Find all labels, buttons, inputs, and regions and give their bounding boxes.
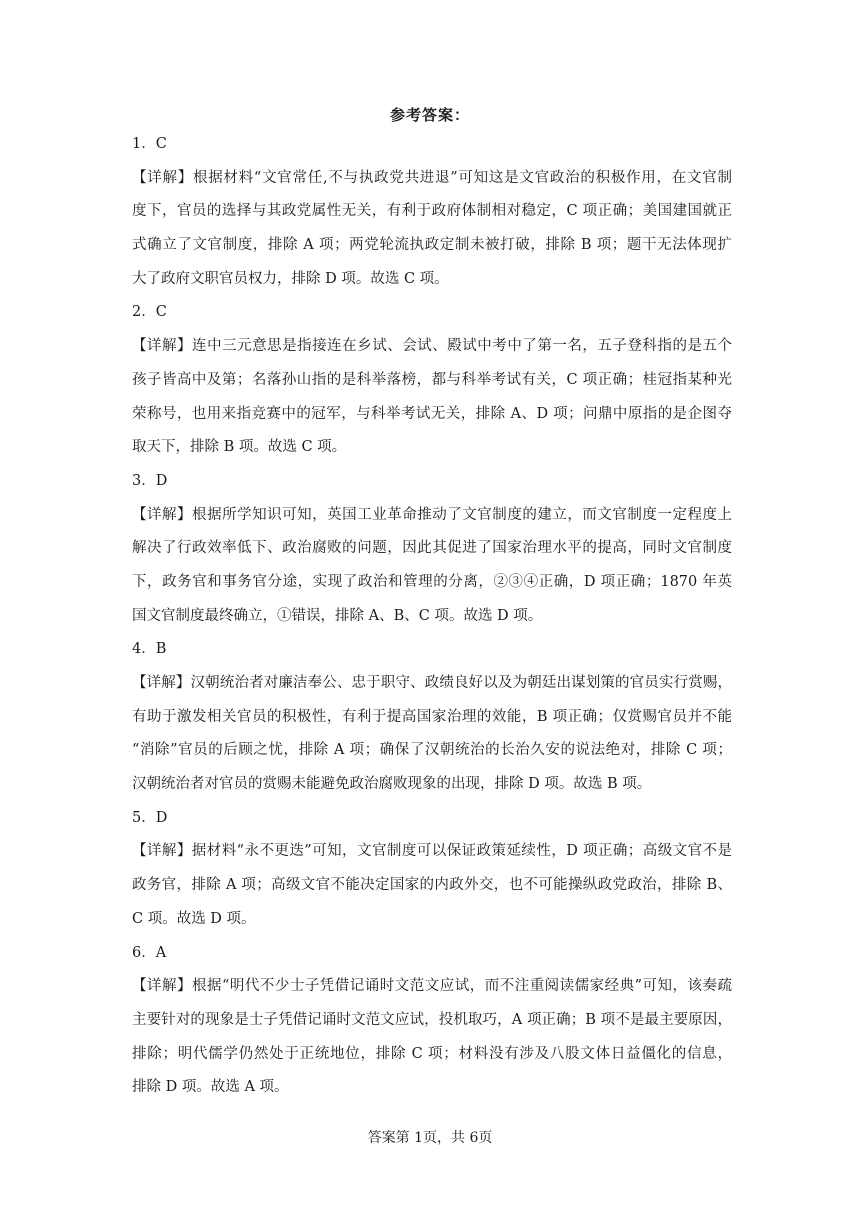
- answer-number: 6．A: [132, 944, 167, 961]
- explanation-line: 式确立了文官制度，排除 A 项；两党轮流执政定制未被打破，排除 B 项；题干无法体现扩: [132, 237, 732, 254]
- answer-number: 4．B: [132, 641, 167, 658]
- explanation-line: 度下，官员的选择与其政党属性无关，有利于政府体制相对稳定，C 项正确；美国建国就正: [132, 203, 732, 220]
- explanation-line: 下，政务官和事务官分途，实现了政治和管理的分离，②③④正确，D 项正确；1870 年英: [132, 573, 732, 590]
- explanation-line: 【详解】根据“明代不少士子凭借记诵时文范文应试，而不注重阅读儒家经典”可知，该奏疏: [132, 978, 732, 995]
- explanation-line: 【详解】汉朝统治者对廉洁奉公、忠于职守、政绩良好以及为朝廷出谋划策的官员实行赏赐，: [132, 675, 732, 691]
- explanation-line: 【详解】连中三元意思是指接连在乡试、会试、殿试中考中了第一名，五子登科指的是五个: [132, 338, 732, 355]
- explanation-line: 大了政府文职官员权力，排除 D 项。故选 C 项。: [132, 270, 449, 287]
- explanation-line: 【详解】据材料“永不更迭”可知，文官制度可以保证政策延续性，D 项正确；高级文官不是: [132, 843, 732, 860]
- explanation-line: 荣称号，也用来指竞赛中的冠军，与科举考试无关，排除 A、D 项；问鼎中原指的是企图夺: [132, 405, 732, 422]
- explanation-line: 孩子皆高中及第；名落孙山指的是科举落榜，都与科举考试有关，C 项正确；桂冠指某种光: [132, 371, 732, 388]
- answer-number: 2．C: [132, 304, 167, 321]
- explanation-line: 【详解】根据所学知识可知，英国工业革命推动了文官制度的建立，而文官制度一定程度上: [132, 506, 732, 523]
- explanation-line: 有助于激发相关官员的积极性，有利于提高国家治理的效能，B 项正确；仅赏赐官员并不能: [132, 708, 732, 725]
- explanation-line: 【详解】根据材料“文官常任,不与执政党共进退”可知这是文官政治的积极作用，在文官制: [132, 169, 732, 186]
- page-footer: 答案第 1页，共 6页: [367, 1130, 493, 1146]
- explanation-line: 国文官制度最终确立，①错误，排除 A、B、C 项。故选 D 项。: [132, 607, 543, 624]
- answer-number: 1．C: [132, 136, 167, 152]
- explanation-line: “消除”官员的后顾之忧，排除 A 项；确保了汉朝统治的长治久安的说法绝对，排除 C 项；: [132, 742, 732, 759]
- explanation-line: 取天下，排除 B 项。故选 C 项。: [132, 439, 347, 456]
- explanation-line: 主要针对的现象是士子凭借记诵时文范文应试，投机取巧，A 项正确；B 项不是最主要原因，: [132, 1011, 732, 1028]
- explanation-line: 解决了行政效率低下、政治腐败的问题，因此其促进了国家治理水平的提高，同时文官制度: [132, 540, 732, 557]
- explanation-line: C 项。故选 D 项。: [132, 910, 256, 927]
- answers-body: [132, 128, 732, 1105]
- answer-number: 3．D: [132, 472, 168, 489]
- explanation-line: 政务官，排除 A 项；高级文官不能决定国家的内政外交，也不可能操纵政党政治，排除 B、: [132, 877, 732, 894]
- answer-number: 5．D: [132, 809, 168, 826]
- explanation-line: 排除 D 项。故选 A 项。: [132, 1079, 289, 1096]
- explanation-line: 汉朝统治者对官员的赏赐未能避免政治腐败现象的出现，排除 D 项。故选 B 项。: [132, 776, 652, 793]
- explanation-line: 排除；明代儒学仍然处于正统地位，排除 C 项；材料没有涉及八股文体日益僵化的信息，: [132, 1045, 732, 1062]
- page-title: 参考答案：: [389, 106, 470, 124]
